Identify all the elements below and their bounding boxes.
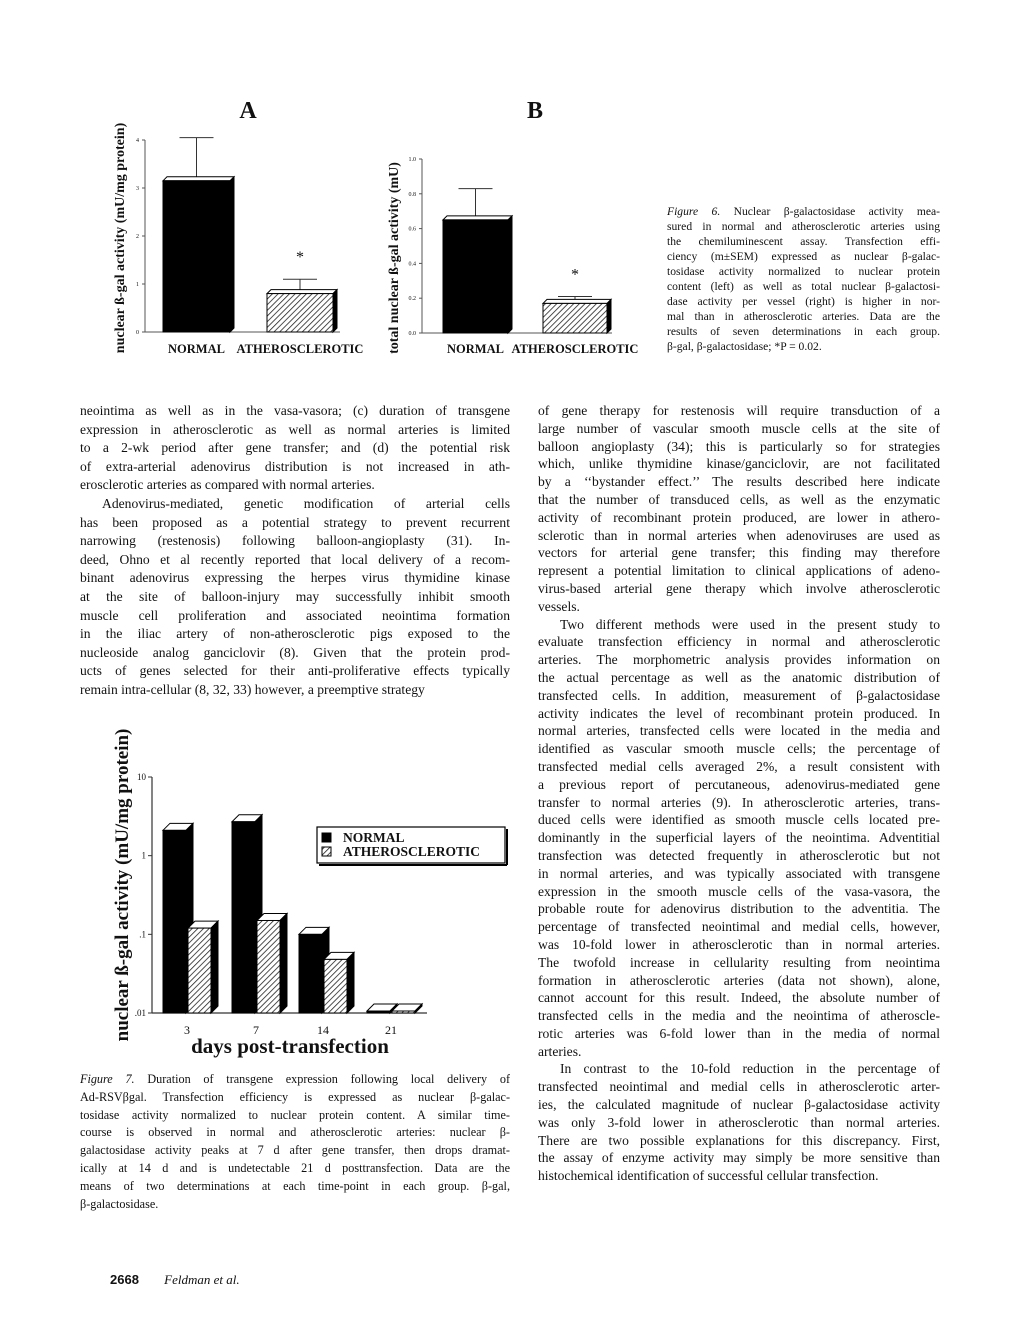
text-line: a previous report of percutaneous, adenovirus-mediated gene (538, 776, 940, 792)
text-line: duced cells were identified as smooth muscle cells located pre- (538, 812, 940, 828)
x-tick-label: 7 (253, 1023, 259, 1037)
caption-text: β-gal, β-galactosidase; *P = 0.02. (667, 340, 822, 353)
caption-text: mal than in atherosclerotic arteries. Data are the (667, 310, 940, 323)
y-tick-label: .1 (139, 929, 146, 940)
caption-text: sured in normal and atherosclerotic arteries using (667, 220, 940, 233)
text-line: to a 2-wk period after gene transfer; and (d) the potential risk (80, 440, 510, 456)
text-line: vessels. (538, 598, 580, 614)
text-line: cannot account for this result. Indeed, the absolute number of (538, 990, 940, 1006)
caption-line (667, 264, 940, 279)
text-line: narrowing (restenosis) following balloon-angioplasty (31). In- (80, 533, 510, 549)
bar-side-face (347, 952, 354, 1013)
text-line: muscle cell proliferation and associated neointima formation (80, 607, 510, 623)
caption-text: results of seven determinations in each group. (667, 325, 940, 338)
bar-front-face (543, 303, 607, 333)
significance-asterisk: * (296, 249, 304, 267)
figure-6a-chart (113, 98, 363, 356)
bar-day-14-atherosclerotic (324, 952, 354, 1013)
page-number: 2668 (110, 1272, 139, 1287)
text-line: activity of recombinant protein produced, are lower in athero- (538, 509, 940, 525)
caption-text: β-galactosidase. (80, 1196, 159, 1211)
caption-line (667, 219, 940, 234)
text-line: formation in atherosclerotic arteries (data not shown), alone, (538, 972, 940, 988)
text-line: ies, the calculated magnitude of nuclear β-galactosidase activity (538, 1097, 940, 1113)
y-axis-label: nuclear ß-gal activity (mU/mg protein) (113, 122, 128, 354)
bar-front-face (163, 830, 186, 1013)
text-line: percentage of transfected neointimal and medial cells, however, (538, 919, 940, 935)
bar-normal (443, 216, 512, 333)
y-tick-label: 0 (136, 330, 139, 336)
body-text-right-column (538, 402, 940, 1185)
bar-side-face (280, 913, 287, 1013)
bar-side-face (230, 177, 234, 332)
text-line: expression in the smooth muscle cells of the vasa-vasora, the (538, 883, 940, 899)
significance-asterisk: * (571, 266, 579, 284)
text-line: has been proposed as a potential strategy to prevent recurrent (80, 514, 510, 530)
text-line: transfected medial cells averaged 2%, a result consistent with (538, 758, 940, 774)
bar-front-face (267, 294, 333, 332)
text-line: by a ‘‘bystander effect.’’ The results described here indicate (538, 474, 940, 490)
caption-text: ciency (m±SEM) expressed as nuclear β-galac- (667, 250, 940, 263)
text-line: sclerotic than in normal arteries when adenoviruses are used as (538, 527, 940, 543)
text-line: identified as vascular smooth muscle cells; the percentage of (538, 741, 940, 757)
caption-text: ically at 14 d and is undetectable 21 d posttransfection. Data are the (80, 1160, 510, 1175)
bar-front-face (324, 959, 347, 1013)
text-line: neointima as well as in the vasa-vasora; (c) duration of transgene (80, 403, 510, 418)
bar-front-face (188, 928, 211, 1013)
bar-front-face (299, 934, 322, 1013)
y-tick-label: 0.4 (408, 261, 416, 268)
caption-line (667, 339, 940, 354)
text-line: the actual percentage as well as the anatomic distribution of (538, 669, 940, 685)
figure-label: Figure 6. (667, 205, 721, 218)
text-line: rotic arteries was 6-fold lower than in the media of normal (538, 1025, 940, 1041)
panel-title: A (239, 98, 257, 124)
x-tick-label: NORMAL (168, 342, 225, 356)
y-tick-label: 0.2 (408, 296, 416, 303)
caption-line (80, 1071, 510, 1089)
y-axis-label: nuclear ß-gal activity (mU/mg protein) (112, 728, 133, 1042)
bar-side-face (607, 299, 611, 333)
bar-top-face (267, 290, 337, 294)
text-line: arteries. (538, 1043, 582, 1059)
caption-line (667, 294, 940, 309)
text-line: transfected neointimal and medial cells in atherosclerotic arter- (538, 1079, 940, 1095)
caption-line (80, 1089, 510, 1107)
caption-line (667, 204, 940, 219)
x-axis-label: days post-transfection (191, 1034, 389, 1058)
caption-line (667, 279, 940, 294)
text-line: virus-based arterial gene therapy which involve atherosclerotic (538, 580, 940, 596)
caption-text: course is observed in normal and atherosclerotic arteries: nuclear β- (80, 1125, 510, 1140)
text-line: The twofold increase in cellularity resulting from neointima (538, 954, 940, 970)
y-tick-label: 0.6 (408, 226, 416, 233)
bar-front-face (257, 920, 280, 1013)
bar-atherosclerotic (543, 299, 611, 333)
y-tick-label: .01 (134, 1008, 146, 1018)
bar-normal (163, 177, 234, 332)
y-tick-label: 4 (136, 138, 139, 144)
y-axis-label: total nuclear ß-gal activity (mU) (387, 162, 402, 354)
figure-7-chart (112, 729, 507, 1058)
text-line: histochemical identification of successful cellular transfection. (538, 1168, 879, 1184)
bar-side-face (508, 216, 512, 333)
x-tick-label: ATHEROSCLEROTIC (511, 342, 639, 356)
body-text-left-column (80, 402, 510, 700)
text-line: large number of vascular smooth muscle cells at the site of (538, 420, 940, 436)
text-line: transfer to normal arteries (9). In atherosclerotic arteries, trans- (538, 794, 940, 810)
caption-line (667, 234, 940, 249)
caption-text: content (left) as well as total nuclear β-galactosi- (667, 280, 940, 293)
page-footer (110, 1272, 240, 1288)
text-line: was 10-fold lower in atherosclerotic than in normal arteries. (538, 936, 940, 952)
text-line: in normal arteries, and was typically associated with transgene (538, 865, 940, 881)
bar-front-face (443, 220, 508, 333)
y-tick-label: 1 (136, 282, 139, 288)
text-line: evaluate transfection efficiency in normal and atherosclerotic (538, 634, 940, 650)
text-line: at the site of balloon-injury may successfully inhibit smooth (80, 588, 510, 604)
caption-text: Duration of transgene expression following local delivery of (134, 1072, 510, 1086)
bar-atherosclerotic (267, 290, 337, 332)
legend-label: ATHEROSCLEROTIC (343, 844, 481, 859)
text-line: was only 3-fold lower in atherosclerotic than normal arteries. (538, 1114, 940, 1130)
text-line: transfected cells. In addition, measurement of β-galactosidase (538, 687, 940, 703)
bar-front-face (163, 181, 230, 332)
text-line: transfected cells in the media and the neointima of atheroscle- (538, 1008, 940, 1024)
caption-line (667, 249, 940, 264)
panel-title: B (526, 98, 544, 124)
text-line: In contrast to the 10-fold reduction in the percentage of (560, 1061, 940, 1077)
bar-top-face (543, 299, 611, 303)
chart-legend (317, 827, 507, 865)
text-line: activity indicates the level of recombinant protein produced. In (538, 705, 940, 721)
caption-line (667, 309, 940, 324)
caption-line (80, 1124, 510, 1142)
text-line: represent a potential limitation to clinical applications of adeno- (538, 563, 940, 579)
caption-text: tosidase activity normalized to nuclear protein (667, 265, 940, 278)
figure-6b-chart (387, 98, 638, 356)
x-tick-label: 14 (317, 1023, 329, 1037)
caption-text: the chemiluminescent assay. Transfection effi- (667, 235, 940, 248)
legend-label: NORMAL (343, 830, 405, 845)
x-tick-label: 3 (184, 1023, 190, 1037)
caption-text: dase activity per vessel (right) is higher in nor- (667, 295, 940, 308)
text-line: remain intra-cellular (8, 32, 33) however, a preemptive strategy (80, 681, 425, 697)
caption-line (80, 1142, 510, 1160)
text-line: the assay of enzyme activity may simply be more sensitive than (538, 1150, 940, 1166)
caption-text: tosidase activity normalized to nuclear protein content. A similar time- (80, 1107, 510, 1122)
caption-text: Ad-RSVβgal. Transfection efficiency is expressed as nuclear β-galac- (80, 1089, 510, 1104)
y-tick-label: 2 (136, 234, 139, 240)
caption-text: means of two determinations at each time-point in each group. β-gal, (80, 1178, 510, 1193)
bar-top-face (443, 216, 512, 220)
figure-6-caption (667, 204, 940, 354)
text-line: arteries. The morphometric analysis provides information on (538, 652, 940, 668)
text-line: which, unlike thymidine kinase/ganciclovir, are not facilitated (538, 456, 940, 472)
bar-front-face (392, 1011, 415, 1013)
text-line: of extra-arterial adenovirus distribution is not increased in ath- (80, 458, 510, 474)
y-tick-label: 1.0 (408, 157, 416, 163)
text-line: that the number of transduced cells, as well as the enzymatic (538, 491, 940, 507)
caption-line (80, 1160, 510, 1178)
figure-7-caption (80, 1071, 510, 1213)
y-tick-label: 0.0 (408, 331, 416, 337)
bar-side-face (211, 921, 218, 1013)
text-line: Two different methods were used in the present study to (560, 616, 940, 632)
bar-side-face (333, 290, 337, 332)
text-line: vectors for arterial gene transfer; this finding may therefore (538, 545, 940, 561)
bar-day-3-atherosclerotic (188, 921, 218, 1013)
bar-day-7-atherosclerotic (257, 913, 287, 1013)
y-tick-label: 1 (141, 850, 146, 861)
text-line: deed, Ohno et al recently reported that local delivery of a recom- (80, 551, 510, 567)
bar-top-face (163, 177, 234, 181)
x-tick-label: NORMAL (447, 342, 504, 356)
y-tick-label: 3 (136, 186, 139, 192)
text-line: in the iliac artery of non-atherosclerotic pigs exposed to the (80, 626, 510, 642)
figure-label: Figure 7. (80, 1072, 135, 1086)
running-head: Feldman et al. (164, 1272, 240, 1287)
legend-swatch-normal (322, 833, 331, 842)
caption-line (80, 1107, 510, 1125)
text-line: transfection was detected frequently in atherosclerotic but not (538, 847, 940, 863)
text-line: ucts of genes selected for their anti-proliferative effects typically (80, 663, 510, 679)
text-line: There are two possible explanations for this discrepancy. First, (538, 1132, 940, 1148)
text-line: probable route for adenovirus distribution to the adventitia. The (538, 901, 940, 917)
x-tick-label: 21 (385, 1023, 397, 1037)
text-line: dominantly in the superficial layers of the neointima. Adventitial (538, 830, 940, 846)
caption-text: Nuclear β-galactosidase activity mea- (720, 205, 940, 218)
y-tick-label: 10 (137, 772, 146, 782)
text-line: nucleoside analog ganciclovir (8). Given that the protein prod- (80, 644, 510, 660)
text-line: of gene therapy for restenosis will require transduction of a (538, 403, 940, 418)
bar-front-face (367, 1011, 390, 1013)
text-line: normal arteries, transfected cells were located in the media and (538, 723, 940, 739)
text-line: binant adenovirus expressing the herpes virus thymidine kinase (80, 570, 510, 586)
text-line: erosclerotic arteries as compared with normal arteries. (80, 477, 375, 493)
text-line: Adenovirus-mediated, genetic modification of arterial cells (102, 495, 510, 511)
caption-line (80, 1178, 510, 1196)
caption-line (80, 1196, 510, 1214)
x-tick-label: ATHEROSCLEROTIC (236, 342, 364, 356)
bar-front-face (232, 822, 255, 1013)
text-line: balloon angioplasty (34); this is particularly so for strategies (538, 438, 940, 454)
y-tick-label: 0.8 (408, 191, 416, 198)
text-line: expression in atherosclerotic as well as normal arteries is limited (80, 421, 510, 437)
legend-swatch-atherosclerotic (322, 847, 331, 856)
caption-line (667, 324, 940, 339)
caption-text: galactosidase activity peaks at 7 d after gene transfer, then drops dramat- (80, 1143, 510, 1158)
